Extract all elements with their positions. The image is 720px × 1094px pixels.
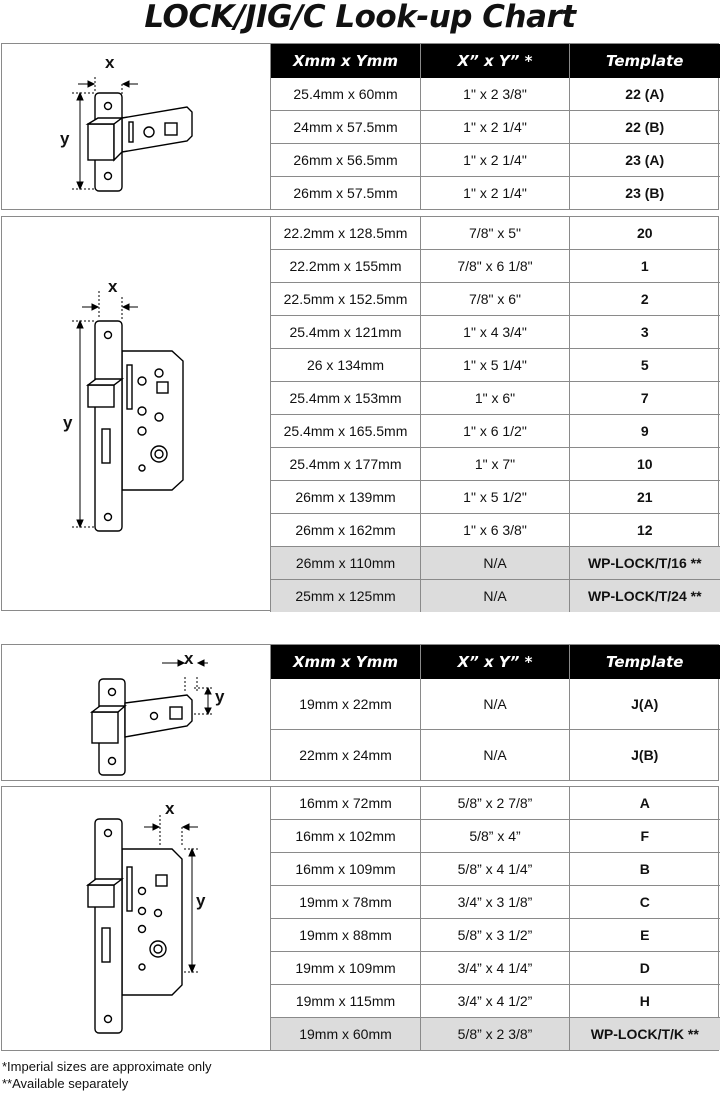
table-row [271, 177, 720, 210]
cell-inch: 5/8” x 4 1/4” [421, 853, 570, 886]
table-row [271, 730, 720, 781]
cell-inch: 1" x 5 1/2" [421, 481, 570, 514]
tubular-latch-drawing [2, 44, 270, 209]
header-mm: Xmm x Ymm [271, 44, 421, 78]
cell-inch: 1" x 2 1/4" [421, 111, 570, 144]
table-row [271, 250, 720, 283]
cell-template: 12 [570, 514, 720, 547]
cell-inch: 1" x 6 3/8" [421, 514, 570, 547]
cell-mm: 26mm x 162mm [271, 514, 421, 547]
cell-inch: 3/4” x 4 1/4” [421, 952, 570, 985]
table-row [271, 580, 720, 613]
cell-mm: 25.4mm x 121mm [271, 316, 421, 349]
table-row [271, 111, 720, 144]
cell-inch: 3/4” x 4 1/2” [421, 985, 570, 1018]
table-row [271, 78, 720, 111]
table-row [271, 985, 720, 1018]
header-row [271, 645, 720, 679]
cell-inch: N/A [421, 679, 570, 730]
cell-template: F [570, 820, 720, 853]
latch-table-block-3 [1, 644, 719, 781]
cell-inch: 3/4” x 3 1/8” [421, 886, 570, 919]
cell-template: 10 [570, 448, 720, 481]
table-row [271, 952, 720, 985]
cell-inch: 7/8" x 5" [421, 217, 570, 250]
cell-mm: 26mm x 56.5mm [271, 144, 421, 177]
cell-mm: 16mm x 102mm [271, 820, 421, 853]
cell-inch: 1" x 7" [421, 448, 570, 481]
header-row [271, 44, 720, 78]
table-row [271, 679, 720, 730]
cell-template: 20 [570, 217, 720, 250]
cell-inch: 7/8" x 6 1/8" [421, 250, 570, 283]
cell-template: 22 (A) [570, 78, 720, 111]
cell-mm: 19mm x 78mm [271, 886, 421, 919]
cell-inch: 5/8” x 3 1/2” [421, 919, 570, 952]
x-dimension-label: x [108, 277, 118, 296]
cell-mm: 26 x 134mm [271, 349, 421, 382]
table-row [271, 415, 720, 448]
mortice-latch-drawing [2, 217, 270, 610]
cell-inch: 5/8” x 2 7/8” [421, 787, 570, 820]
y-dimension-label: y [215, 687, 225, 706]
cell-inch: 1" x 2 1/4" [421, 177, 570, 210]
cell-mm: 19mm x 115mm [271, 985, 421, 1018]
y-dimension-label: y [63, 413, 73, 432]
cell-mm: 26mm x 139mm [271, 481, 421, 514]
cell-inch: 5/8” x 4” [421, 820, 570, 853]
header-template: Template [570, 645, 720, 679]
table-row [271, 349, 720, 382]
x-dimension-label: x [105, 53, 115, 72]
table-row [271, 316, 720, 349]
header-inch: X” x Y” * [421, 44, 570, 78]
cell-mm: 19mm x 109mm [271, 952, 421, 985]
cell-mm: 22.5mm x 152.5mm [271, 283, 421, 316]
cell-mm: 22.2mm x 128.5mm [271, 217, 421, 250]
mortice-latch-diagram [2, 217, 270, 610]
table-row [271, 820, 720, 853]
latch-table-block-4 [1, 786, 719, 1051]
table-row [271, 283, 720, 316]
cell-inch: 1" x 2 1/4" [421, 144, 570, 177]
cell-inch: N/A [421, 730, 570, 781]
table-row [271, 886, 720, 919]
tubular-latch-diagram [2, 44, 270, 209]
footnotes [2, 1058, 212, 1092]
cell-mm: 19mm x 88mm [271, 919, 421, 952]
cell-mm: 19mm x 22mm [271, 679, 421, 730]
cell-mm: 16mm x 109mm [271, 853, 421, 886]
footnote-imperial: *Imperial sizes are approximate only [2, 1059, 212, 1074]
cell-inch: 1" x 6" [421, 382, 570, 415]
cell-template: C [570, 886, 720, 919]
table-row [271, 853, 720, 886]
template-table-1 [270, 44, 720, 209]
y-dimension-label: y [60, 129, 70, 148]
cell-template: 2 [570, 283, 720, 316]
cell-template: D [570, 952, 720, 985]
cell-template: J(A) [570, 679, 720, 730]
table-row [271, 787, 720, 820]
cell-template: A [570, 787, 720, 820]
cell-inch: N/A [421, 547, 570, 580]
table-row [271, 547, 720, 580]
y-dimension-label: y [196, 891, 206, 910]
table-row [271, 1018, 720, 1051]
footnote-available: **Available separately [2, 1076, 129, 1091]
table-row [271, 448, 720, 481]
table-row [271, 144, 720, 177]
cell-template: 23 (B) [570, 177, 720, 210]
cell-template: WP-LOCK/T/24 ** [570, 580, 720, 613]
cell-template: 21 [570, 481, 720, 514]
cell-template: 1 [570, 250, 720, 283]
small-latch-diagram [2, 645, 270, 780]
cell-mm: 19mm x 60mm [271, 1018, 421, 1051]
small-latch-drawing [2, 645, 270, 780]
table-row [271, 919, 720, 952]
cell-template: 7 [570, 382, 720, 415]
template-table-4 [270, 787, 720, 1050]
template-table-2 [270, 217, 720, 612]
header-inch: X” x Y” * [421, 645, 570, 679]
small-mortice-diagram [2, 787, 270, 1050]
cell-template: 23 (A) [570, 144, 720, 177]
cell-mm: 16mm x 72mm [271, 787, 421, 820]
latch-table-block-1 [1, 43, 719, 210]
table-row [271, 514, 720, 547]
table-row [271, 382, 720, 415]
cell-template: J(B) [570, 730, 720, 781]
cell-mm: 25.4mm x 177mm [271, 448, 421, 481]
cell-inch: 1" x 4 3/4" [421, 316, 570, 349]
header-template: Template [570, 44, 720, 78]
cell-template: B [570, 853, 720, 886]
cell-inch: 7/8" x 6" [421, 283, 570, 316]
latch-table-block-2 [1, 216, 719, 611]
cell-inch: 5/8” x 2 3/8” [421, 1018, 570, 1051]
table-row [271, 217, 720, 250]
cell-template: WP-LOCK/T/16 ** [570, 547, 720, 580]
cell-template: H [570, 985, 720, 1018]
small-mortice-drawing [2, 787, 270, 1050]
cell-mm: 25mm x 125mm [271, 580, 421, 613]
cell-template: E [570, 919, 720, 952]
cell-inch: 1" x 5 1/4" [421, 349, 570, 382]
cell-inch: 1" x 6 1/2" [421, 415, 570, 448]
cell-mm: 22mm x 24mm [271, 730, 421, 781]
cell-mm: 24mm x 57.5mm [271, 111, 421, 144]
cell-mm: 25.4mm x 60mm [271, 78, 421, 111]
cell-mm: 22.2mm x 155mm [271, 250, 421, 283]
cell-template: 22 (B) [570, 111, 720, 144]
page-title: LOCK/JIG/C Look-up Chart [144, 0, 576, 35]
x-dimension-label: x [165, 799, 175, 818]
cell-mm: 25.4mm x 165.5mm [271, 415, 421, 448]
cell-template: WP-LOCK/T/K ** [570, 1018, 720, 1051]
cell-mm: 26mm x 57.5mm [271, 177, 421, 210]
header-mm: Xmm x Ymm [271, 645, 421, 679]
table-row [271, 481, 720, 514]
cell-inch: 1" x 2 3/8" [421, 78, 570, 111]
cell-template: 3 [570, 316, 720, 349]
cell-mm: 25.4mm x 153mm [271, 382, 421, 415]
cell-template: 5 [570, 349, 720, 382]
cell-inch: N/A [421, 580, 570, 613]
x-dimension-label: x [184, 649, 194, 668]
cell-template: 9 [570, 415, 720, 448]
template-table-3 [270, 645, 720, 780]
cell-mm: 26mm x 110mm [271, 547, 421, 580]
